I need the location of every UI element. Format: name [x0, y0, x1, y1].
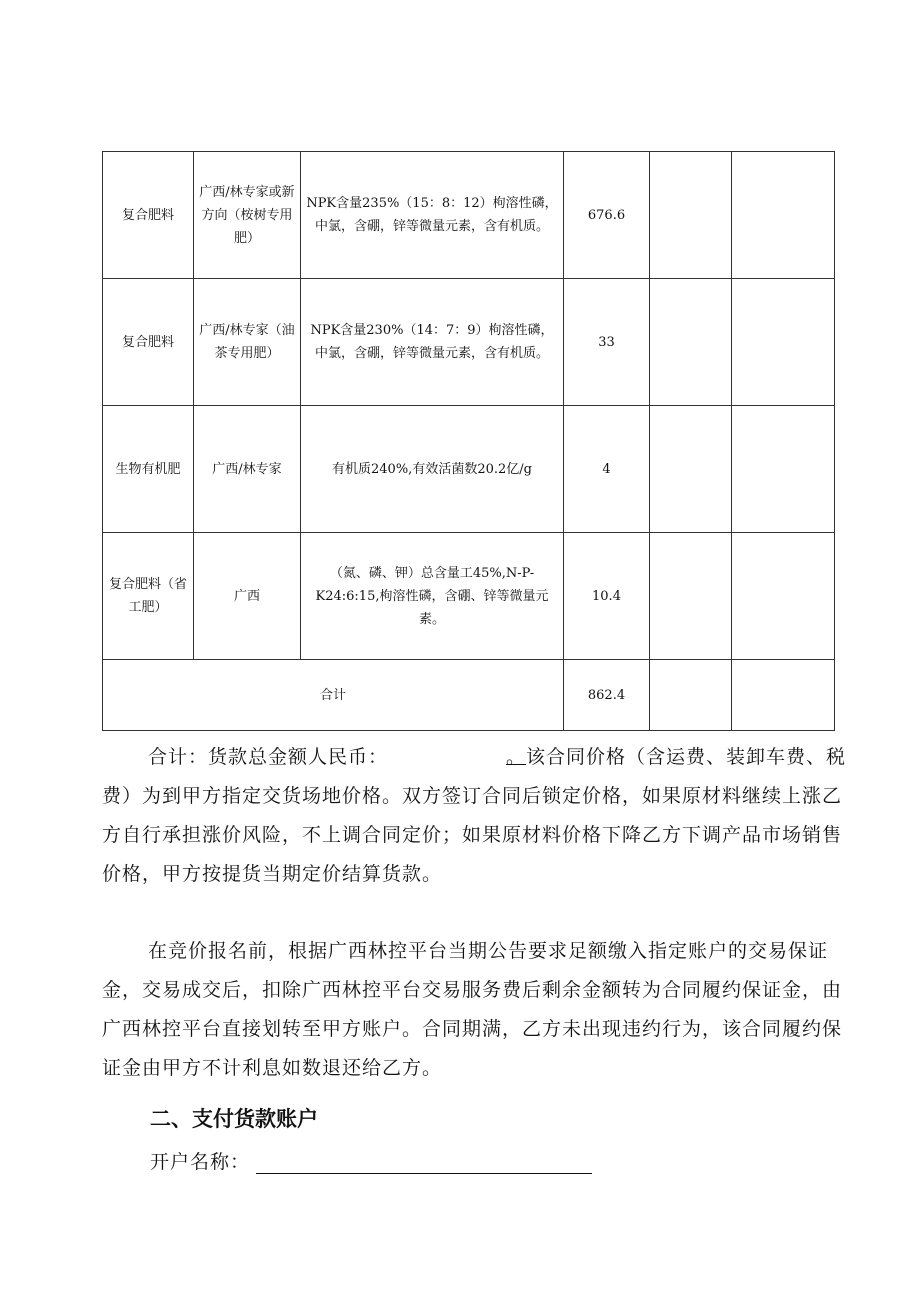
deposit-paragraph: 在竞价报名前，根据广西林控平台当期公告要求足额缴入指定账户的交易保证金，交易成交后，扣除广西林控平台交易服务费后剩余金额转为合同履约保证金，由广西林控平台直接划转至甲方账户。合同期满，乙方未出现违约行为，该合同履约保证金由甲方不计利息如数退还给乙方。 [102, 940, 843, 1079]
product-name-cell: 复合肥料 [103, 152, 194, 279]
table-row [103, 533, 835, 660]
price-cell [650, 279, 732, 406]
fertilizer-table [102, 151, 835, 731]
spec-cell: （氮、磷、钾）总含量工45%,N-P-K24:6:15,枸溶性磷，含硼、锌等微量元素。 [301, 533, 564, 660]
total-amount-cell [732, 660, 835, 731]
quantity-cell: 676.6 [564, 152, 650, 279]
total-row [103, 660, 835, 731]
quantity-cell: 4 [564, 406, 650, 533]
amount-cell [732, 533, 835, 660]
amount-blank-mark: 。 [506, 746, 527, 768]
origin-cell: 广西 [194, 533, 301, 660]
payment-total-paragraph [102, 738, 850, 894]
product-name-cell: 复合肥料 [103, 279, 194, 406]
total-label: 合计 [103, 660, 564, 731]
table-row [103, 406, 835, 533]
total-price-cell [650, 660, 732, 731]
origin-cell: 广西/林专家 [194, 406, 301, 533]
payment-terms-text: 该合同价格（含运费、装卸车费、税费）为到甲方指定交货场地价格。双方签订合同后锁定价格，如果原材料继续上涨乙方自行承担涨价风险，不上调合同定价；如果原材料价格下降乙方下调产品市场销售价格，甲方按提货当期定价结算货款。 [102, 746, 847, 885]
account-name-field[interactable] [256, 1153, 592, 1174]
table-row [103, 279, 835, 406]
origin-cell: 广西/林专家（油茶专用肥） [194, 279, 301, 406]
spec-cell: NPK含量235%（15：8：12）枸溶性磷，中氯，含硼，锌等微量元素，含有机质。 [301, 152, 564, 279]
table-row [103, 152, 835, 279]
origin-cell: 广西/林专家或新方向（桉树专用肥） [194, 152, 301, 279]
quantity-cell: 33 [564, 279, 650, 406]
price-cell [650, 406, 732, 533]
section-heading: 二、支付货款账户 [150, 1107, 318, 1131]
spec-cell: 有机质240%,有效活菌数20.2亿/g [301, 406, 564, 533]
amount-cell [732, 152, 835, 279]
product-name-cell: 复合肥料（省工肥） [103, 533, 194, 660]
spec-cell: NPK含量230%（14：7：9）枸溶性磷，中氯，含硼，锌等微量元素，含有机质。 [301, 279, 564, 406]
total-quantity: 862.4 [564, 660, 650, 731]
account-name-label: 开户名称： [150, 1151, 251, 1173]
quantity-cell: 10.4 [564, 533, 650, 660]
amount-cell [732, 406, 835, 533]
price-cell [650, 533, 732, 660]
payment-total-prefix: 合计：货款总金额人民币： [148, 746, 389, 768]
product-name-cell: 生物有机肥 [103, 406, 194, 533]
amount-cell [732, 279, 835, 406]
account-name-line [150, 1147, 592, 1174]
price-cell [650, 152, 732, 279]
